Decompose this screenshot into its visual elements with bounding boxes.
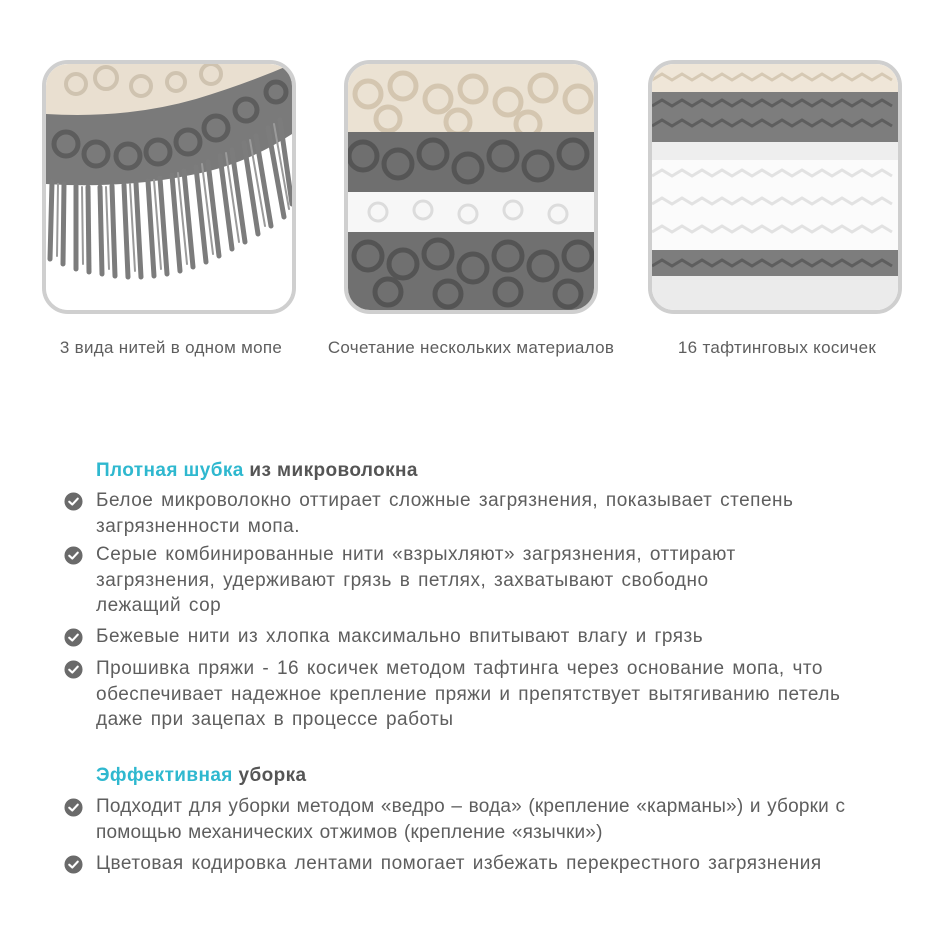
caption-thread-types: 3 вида нитей в одном мопе xyxy=(59,338,283,357)
list-item xyxy=(64,542,904,619)
photo-tufting-braids xyxy=(648,60,902,314)
bullet-text: Прошивка пряжи - 16 косичек методом тафтинга через основание мопа, что обеспечивает надежное крепление пряжи и препятствует вытягиванию петель даже при зацепах в процессе работы xyxy=(96,658,841,730)
section-title-microfiber xyxy=(96,460,418,482)
list-item xyxy=(64,488,904,539)
caption-braids: 16 тафтинговых косичек xyxy=(677,338,877,357)
section-title-rest: уборка xyxy=(232,765,307,786)
bullet-text: Бежевые нити из хлопка максимально впитывают влагу и грязь xyxy=(96,626,704,647)
bullet-text: Серые комбинированные нити «взрыхляют» загрязнения, оттирают загрязнения, удерживают грязь в петлях, захватывают свободно лежащий сор xyxy=(96,544,736,616)
check-circle-icon xyxy=(64,492,83,511)
list-item xyxy=(64,656,904,733)
section-title-rest: из микроволокна xyxy=(243,460,418,481)
list-item xyxy=(64,624,904,650)
check-circle-icon xyxy=(64,798,83,817)
check-circle-icon xyxy=(64,628,83,647)
check-circle-icon xyxy=(64,660,83,679)
bullet-text: Цветовая кодировка лентами помогает избежать перекрестного загрязнения xyxy=(96,853,822,874)
bullet-text: Подходит для уборки методом «ведро – вода» (крепление «карманы») и уборки с помощью механических отжимов (крепление «язычки») xyxy=(96,796,846,843)
photo-mop-fringe xyxy=(42,60,296,314)
mixed-materials-image xyxy=(348,64,594,310)
section-title-cleaning xyxy=(96,765,306,787)
check-circle-icon xyxy=(64,855,83,874)
caption-materials: Сочетание нескольких материалов xyxy=(327,338,615,357)
check-circle-icon xyxy=(64,546,83,565)
list-item xyxy=(64,794,904,845)
photo-mixed-materials xyxy=(344,60,598,314)
bullet-text: Белое микроволокно оттирает сложные загрязнения, показывает степень загрязненности мопа. xyxy=(96,490,794,537)
list-item xyxy=(64,851,904,877)
section-title-accent: Эффективная xyxy=(96,765,233,786)
tufting-braids-image xyxy=(652,64,898,310)
section-title-accent: Плотная шубка xyxy=(96,460,244,481)
mop-fringe-image xyxy=(46,64,292,310)
